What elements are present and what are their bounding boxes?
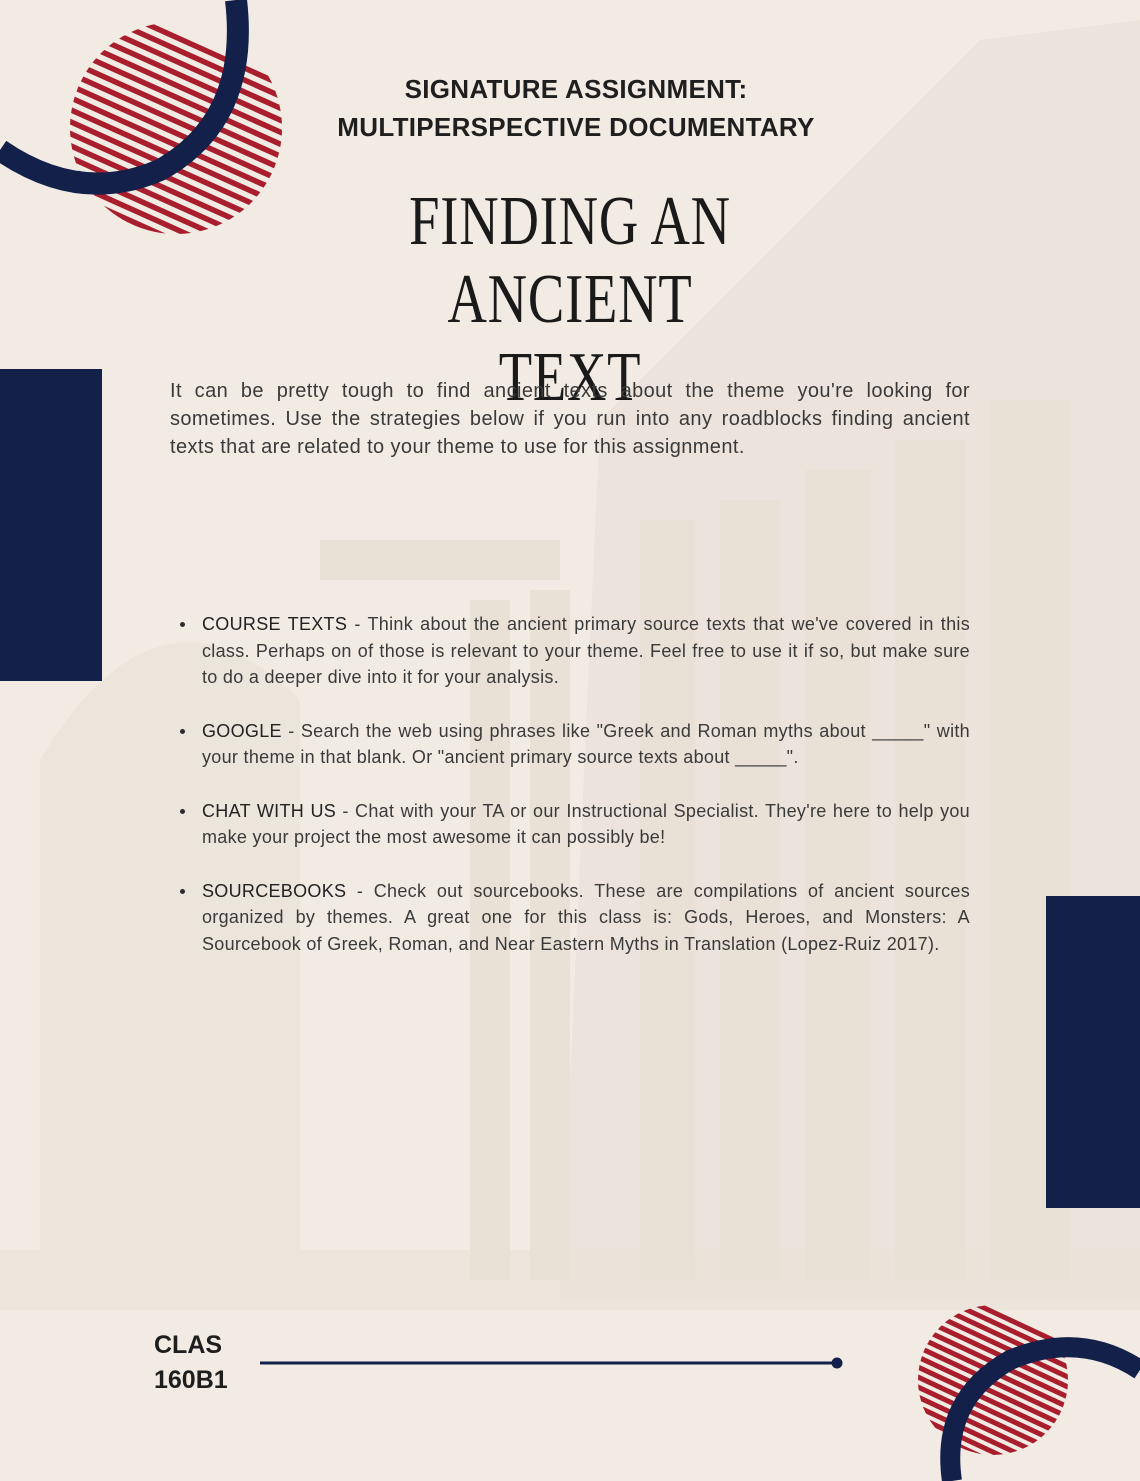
list-item [176, 798, 970, 851]
tip-heading: COURSE TEXTS [202, 614, 348, 634]
intro-paragraph: It can be pretty tough to find ancient texts about the theme you're looking for sometimes. Use the strategies below if you run into any roadblocks finding ancient texts that are related to your theme to use for this assignment. [170, 380, 970, 458]
tip-text: - Chat with your TA or our Instructional Specialist. They're here to help you make your project the most awesome it can possibly be! [202, 800, 970, 847]
tip-heading: SOURCEBOOKS [202, 880, 347, 901]
list-item [176, 611, 970, 691]
bottom-right-decoration [900, 1290, 1140, 1481]
course-code-line-2: 160B1 [154, 1366, 228, 1394]
navy-block-left [0, 369, 102, 681]
divider-end-dot [832, 1358, 843, 1369]
subtitle [260, 70, 892, 146]
tip-text: - Check out sourcebooks. These are compilations of ancient sources organized by themes. A great one for this class is: Gods, Heroes, and Monsters: A Sourcebook of Greek, Roman, and Near Eastern Myths in Translation (Lopez-Ruiz 2017). [202, 880, 970, 954]
course-code [154, 1328, 228, 1398]
tip-heading: CHAT WITH US [202, 800, 337, 821]
title-line-2: TEXT [498, 339, 642, 416]
list-item [176, 878, 970, 958]
top-left-decoration [0, 0, 300, 250]
footer-divider [255, 1355, 850, 1371]
navy-block-right [1046, 896, 1140, 1208]
striped-circle-top [0, 0, 300, 250]
tip-text: - Think about the ancient primary source texts that we've covered in this class. Perhaps on of those is relevant to your theme. Feel free to use it if so, but make sure to do a deeper dive into it for your analysis. [202, 614, 971, 687]
list-item [176, 718, 970, 771]
striped-circle-bottom [900, 1290, 1140, 1481]
tip-heading: GOOGLE [202, 720, 282, 741]
course-code-line-1: CLAS [154, 1331, 223, 1359]
subtitle-line-2: MULTIPERSPECTIVE DOCUMENTARY [337, 112, 815, 142]
title-line-1: FINDING AN ANCIENT [409, 183, 731, 338]
subtitle-line-1: SIGNATURE ASSIGNMENT: [404, 74, 748, 104]
strategy-list [176, 611, 970, 984]
tip-text: - Search the web using phrases like "Greek and Roman myths about _____" with your theme in that blank. Or "ancient primary source texts about _____". [202, 720, 970, 767]
